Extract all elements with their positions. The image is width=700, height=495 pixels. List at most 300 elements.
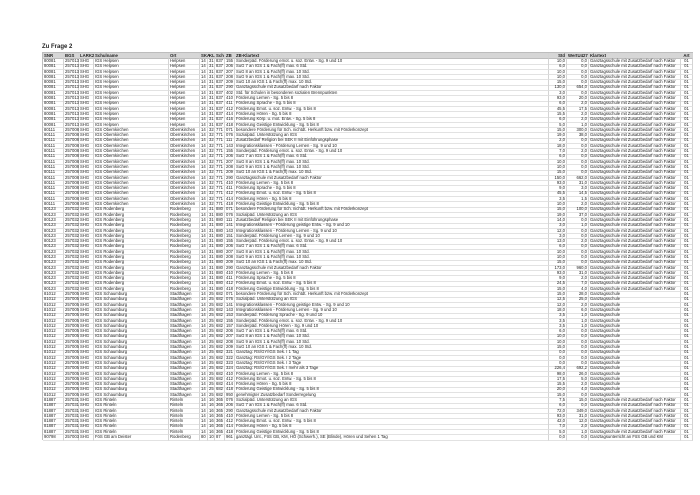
cell-zb-klartext: SuG 10 an IGS 1 & Fach(ff) max. 10 Std. <box>235 345 549 351</box>
cell-snr: 81012 <box>43 345 64 351</box>
cell-zb: 076 <box>226 211 233 217</box>
cell-wert: 0,0 <box>567 393 589 399</box>
cell-lark2: SHG <box>79 350 94 356</box>
cell-zb: 412 <box>226 418 233 424</box>
cell-schulname: IGS Schaumburg <box>94 361 169 367</box>
cell-lark2: SHG <box>79 70 94 76</box>
cell-std: 10,0 <box>549 70 567 76</box>
cell-art: 01 <box>681 297 693 303</box>
cell-std: 15,0 <box>549 260 567 266</box>
cell-ska: 14 <box>200 260 208 266</box>
cell-art: 01 <box>681 154 693 160</box>
cell-ort: Helpsen <box>169 101 200 107</box>
cell-lark2: SHG <box>79 85 94 91</box>
cell-sch: 880 <box>216 206 223 212</box>
cell-klartext: Ganztagsschule mit Zusatzbedarf nach Faktor <box>589 128 681 134</box>
cell-art: 01 <box>681 70 693 76</box>
cell-sch: 365 <box>216 407 223 413</box>
cell-ska: 14 <box>200 202 208 208</box>
cell-kl: 32 <box>209 148 214 154</box>
cell-lark2: SHG <box>79 101 94 107</box>
cell-zb: 141 <box>226 222 233 228</box>
cell-bgs: 257005 <box>65 317 79 323</box>
cell-zb-klartext: Ganztagsschule mit Zusatzbedarf nach Faktor <box>235 176 549 182</box>
cell-ska: 14 <box>200 123 208 129</box>
cell-art: 01 <box>681 350 693 356</box>
cell-schulname: IGS Rodenberg <box>94 281 169 287</box>
cell-kl: 25 <box>209 370 214 376</box>
cell-ort: Obernkirchen <box>169 128 200 134</box>
column-header-kl: KL <box>209 53 215 58</box>
cell-art: 01 <box>681 372 693 378</box>
cell-sch: 837 <box>216 110 223 116</box>
cell-zb: 157 <box>226 322 233 328</box>
cell-ska: 14 <box>200 297 208 303</box>
cell-ska: 14 <box>200 218 208 224</box>
cell-ort: Helpsen <box>169 123 200 129</box>
cell-zb: 414 <box>226 423 233 429</box>
cell-bgs: 257032 <box>65 280 79 286</box>
cell-std: 3,5 <box>549 324 567 330</box>
cell-zb: 412 <box>226 190 233 196</box>
cell-kl: 31 <box>209 232 214 238</box>
cell-snr: 80111 <box>43 186 64 192</box>
cell-art: 01 <box>681 356 693 362</box>
cell-std: 17,5 <box>549 377 567 383</box>
cell-zb-klartext: besondere Förderung für Sch. nichtdt. Herkunft bzw. mit Förderkonzept <box>235 292 549 298</box>
cell-zb-klartext: Sonderpäd. Förderung emot. u. soz. Entw. - Sg. 9 und 10 <box>235 59 549 65</box>
cell-lark2: SHG <box>79 281 94 287</box>
cell-snr: 81887 <box>43 419 64 425</box>
cell-schulname: IGS Helpsen <box>94 101 169 107</box>
cell-zb-klartext: Förderung Hören - Sg. 5 bis 8 <box>235 197 549 203</box>
cell-klartext: Ganztagsschule mit Zusatzbedarf nach Faktor <box>589 85 681 91</box>
cell-schulname: IGS Schaumburg <box>94 387 169 393</box>
cell-snr: 80123 <box>43 207 64 213</box>
cell-ska: 14 <box>200 276 208 282</box>
cell-snr: 80123 <box>43 223 64 229</box>
cell-lark2: SHG <box>79 160 94 166</box>
cell-klartext: Ganztagsschule <box>589 345 681 351</box>
cell-bgs: 257013 <box>65 68 79 74</box>
cell-zb: 206 <box>226 402 233 408</box>
cell-sch: 880 <box>216 243 223 249</box>
cell-snr: 90798 <box>43 435 64 441</box>
cell-wert: 2,0 <box>567 101 589 107</box>
cell-kl: 16 <box>209 402 214 408</box>
cell-ort: Rodenberg <box>169 244 200 250</box>
cell-bgs: 257031 <box>65 428 79 434</box>
cell-std: 10,0 <box>549 59 567 65</box>
cell-ska: 14 <box>200 64 208 70</box>
cell-kl: 31 <box>209 63 214 69</box>
cell-zb: 209 <box>226 79 233 85</box>
cell-schulname: IGS Obernkirchen <box>94 170 169 176</box>
cell-lark2: SHG <box>79 128 94 134</box>
cell-ort: Obernkirchen <box>169 133 200 139</box>
cell-bgs: 257013 <box>65 84 79 90</box>
cell-std: 13,0 <box>549 239 567 245</box>
cell-klartext: Ganztagsschule mit Zusatzbedarf nach Faktor <box>589 59 681 65</box>
cell-schulname: IGS Rinteln <box>94 430 169 436</box>
cell-wert: 662,0 <box>567 176 589 182</box>
cell-lark2: SHG <box>79 80 94 86</box>
cell-wert: 31,0 <box>567 414 589 420</box>
cell-schulname: IGS Rodenberg <box>94 260 169 266</box>
cell-klartext: Ganztagsschule mit Zusatzbedarf nach Faktor <box>589 207 681 213</box>
cell-sch: 682 <box>216 291 223 297</box>
cell-snr: 80111 <box>43 144 64 150</box>
cell-kl: 25 <box>209 365 214 371</box>
cell-sch: 837 <box>216 63 223 69</box>
cell-snr: 81012 <box>43 319 64 325</box>
cell-snr: 81887 <box>43 430 64 436</box>
column-header-snr: SNR <box>43 53 64 59</box>
cell-schulname: IGS Obernkirchen <box>94 181 169 187</box>
cell-zb-klartext: Förderung Körp. u. mot. Entw. - Sg. 5 bis 8 <box>235 117 549 123</box>
cell-wert: 1,0 <box>567 430 589 436</box>
cell-art: 01 <box>681 393 693 399</box>
cell-ska: 14 <box>200 80 208 86</box>
cell-klartext: Ganztagsschule mit Zusatzbedarf nach Faktor <box>589 123 681 129</box>
cell-ort: Stadthagen <box>169 350 200 356</box>
cell-snr: 81887 <box>43 409 64 415</box>
cell-kl: 31 <box>209 243 214 249</box>
cell-bgs: 257013 <box>65 79 79 85</box>
cell-lark2: SHG <box>79 75 94 81</box>
cell-art: 01 <box>681 186 693 192</box>
cell-bgs: 257032 <box>65 248 79 254</box>
cell-ort: Stadthagen <box>169 297 200 303</box>
cell-wert: 960,0 <box>567 266 589 272</box>
cell-art: 01 <box>681 128 693 134</box>
cell-wert: 2,0 <box>567 202 589 208</box>
cell-zb-klartext: SuG 7 an IGS 1 & Fach(ff) max. 6 Std. <box>235 244 549 250</box>
cell-art: 01 <box>681 218 693 224</box>
cell-bgs: 257032 <box>65 238 79 244</box>
cell-lark2: SHG <box>79 202 94 208</box>
cell-kl: 32 <box>209 153 214 159</box>
cell-kl: 25 <box>209 312 214 318</box>
cell-snr: 81887 <box>43 424 64 430</box>
cell-wert: 14,5 <box>567 191 589 197</box>
cell-lark2: SHG <box>79 334 94 340</box>
cell-klartext: Ganztagsschule mit Zusatzbedarf nach Faktor <box>589 276 681 282</box>
cell-ort: Stadthagen <box>169 308 200 314</box>
cell-zb: 155 <box>226 317 233 323</box>
cell-ort: Obernkirchen <box>169 202 200 208</box>
cell-lark2: SHG <box>79 409 94 415</box>
cell-zb-klartext: Integrationsklassen - Förderung geistige Entw. - Sg. 9 und 10 <box>235 303 549 309</box>
cell-lark2: SHG <box>79 117 94 123</box>
cell-std: 19,0 <box>549 213 567 219</box>
cell-kl: 25 <box>209 381 214 387</box>
cell-sch: 880 <box>216 227 223 233</box>
cell-zb: 411 <box>225 276 235 282</box>
cell-bgs: 257005 <box>65 312 79 318</box>
cell-klartext: Ganztagsschule mit Zusatzbedarf nach Faktor <box>589 170 681 176</box>
cell-art: 01 <box>681 85 693 91</box>
cell-sch: 880 <box>216 216 223 222</box>
cell-std: 0,0 <box>549 361 567 367</box>
cell-kl: 31 <box>209 116 214 122</box>
cell-snr: 80123 <box>43 287 64 293</box>
cell-ska: 14 <box>200 409 208 415</box>
cell-sch: 682 <box>216 338 223 344</box>
cell-lark2: SHG <box>79 292 94 298</box>
cell-ort: Rodenberg <box>169 250 200 256</box>
cell-schulname: IGS Rodenberg <box>94 207 169 213</box>
cell-lark2: SHG <box>79 356 94 362</box>
cell-klartext: Ganztagsschule mit Zusatzbedarf nach Faktor <box>589 149 681 155</box>
cell-wert: 0,0 <box>567 234 589 240</box>
cell-zb: 412 <box>226 375 233 381</box>
column-header-wert: WertU427 <box>568 53 588 58</box>
cell-sch: 837 <box>216 121 223 127</box>
cell-kl: 25 <box>209 386 214 392</box>
cell-bgs: 257008 <box>65 148 79 154</box>
cell-zb: 411 <box>225 186 235 192</box>
cell-ska: 14 <box>200 387 208 393</box>
cell-zb: 143 <box>226 227 233 233</box>
cell-kl: 32 <box>209 185 214 191</box>
cell-klartext: Ganztagsschule mit Zusatzbedarf nach Faktor <box>589 154 681 160</box>
cell-snr: 81012 <box>43 366 64 372</box>
cell-ska: 14 <box>200 292 208 298</box>
cell-kl: 31 <box>209 100 214 106</box>
cell-klartext: Ganztagsschule mit Zusatzbedarf nach Faktor <box>589 255 681 261</box>
cell-klartext: Ganztagsschule <box>589 382 681 388</box>
cell-art: 01 <box>681 244 693 250</box>
cell-ort: Stadthagen <box>169 387 200 393</box>
cell-zb: 418 <box>226 285 233 291</box>
cell-bgs: 257031 <box>65 412 79 418</box>
cell-sch: 771 <box>216 169 223 175</box>
cell-zb: 153 <box>226 312 233 318</box>
cell-kl: 25 <box>209 354 214 360</box>
cell-kl: 16 <box>209 418 214 424</box>
cell-std: 6,0 <box>549 117 567 123</box>
cell-bgs: 257032 <box>65 216 79 222</box>
cell-std: 3,5 <box>549 319 567 325</box>
cell-wert: 0,0 <box>567 165 589 171</box>
cell-klartext: Ganztagsschule mit Zusatzbedarf nach Faktor <box>589 160 681 166</box>
cell-kl: 25 <box>209 328 214 334</box>
cell-bgs: 257008 <box>65 185 79 191</box>
cell-ort: Rinteln <box>169 430 200 436</box>
cell-std: 3,5 <box>549 313 567 319</box>
cell-ort: Helpsen <box>169 91 200 97</box>
cell-art: 01 <box>681 117 693 123</box>
cell-wert: 31,0 <box>567 181 589 187</box>
cell-zb: 418 <box>226 201 233 207</box>
cell-art: 01 <box>681 419 693 425</box>
cell-zb-klartext: Ganztagsschule mit Zusatzbedarf nach Faktor <box>235 85 549 91</box>
cell-ort: Rodenberg <box>169 266 200 272</box>
cell-kl: 31 <box>209 211 214 217</box>
cell-kl: 25 <box>209 333 214 339</box>
cell-std: 19,0 <box>549 133 567 139</box>
cell-std: 10,0 <box>549 202 567 208</box>
cell-schulname: IGS Helpsen <box>94 112 169 118</box>
cell-bgs: 257005 <box>65 386 79 392</box>
column-header-bgs: BGS <box>64 53 79 59</box>
cell-art: 01 <box>681 276 693 282</box>
cell-ska: 14 <box>200 430 208 436</box>
cell-snr: 80111 <box>43 202 64 208</box>
cell-ska: 14 <box>200 372 208 378</box>
cell-snr: 80081 <box>43 117 64 123</box>
cell-std: 93,0 <box>549 414 567 420</box>
cell-wert: 17,5 <box>567 107 589 113</box>
cell-sch: 837 <box>216 89 223 95</box>
cell-snr: 81012 <box>43 303 64 309</box>
cell-bgs: 257005 <box>65 328 79 334</box>
cell-klartext: Ganztagsschule mit Zusatzbedarf nach Faktor <box>589 419 681 425</box>
cell-art: 01 <box>681 191 693 197</box>
cell-sch: 880 <box>216 280 223 286</box>
cell-bgs: 257032 <box>65 243 79 249</box>
cell-klartext: Ganztagsschule <box>589 324 681 330</box>
cell-zb: 076 <box>226 296 233 302</box>
cell-art: 01 <box>681 308 693 314</box>
cell-schulname: IGS Schaumburg <box>94 377 169 383</box>
cell-klartext: Ganztagsschule mit Zusatzbedarf nach Faktor <box>589 80 681 86</box>
cell-sch: 880 <box>216 248 223 254</box>
cell-std: 6,0 <box>549 101 567 107</box>
cell-ort: Helpsen <box>169 85 200 91</box>
cell-art: 01 <box>681 387 693 393</box>
cell-std: 10,0 <box>549 160 567 166</box>
cell-std: 6,0 <box>549 244 567 250</box>
cell-schulname: IGS Schaumburg <box>94 324 169 330</box>
cell-bgs: 257005 <box>65 301 79 307</box>
cell-ort: Stadthagen <box>169 361 200 367</box>
cell-zb: 290 <box>226 174 233 180</box>
cell-lark2: SHG <box>79 223 94 229</box>
cell-sch: 365 <box>216 423 223 429</box>
cell-std: 15,0 <box>549 393 567 399</box>
cell-schulname: IGS Helpsen <box>94 64 169 70</box>
cell-std: 10,0 <box>549 75 567 81</box>
cell-wert: 2,0 <box>567 149 589 155</box>
cell-std: 10,0 <box>549 334 567 340</box>
cell-zb-klartext: Sonderpäd. Förderung Sprache - Sg. 9 und 10 <box>235 313 549 319</box>
cell-lark2: SHG <box>79 213 94 219</box>
cell-ska: 14 <box>200 213 208 219</box>
cell-ort: Helpsen <box>169 59 200 65</box>
cell-art: 01 <box>681 366 693 372</box>
cell-std: 150,0 <box>549 176 567 182</box>
cell-zb: 208 <box>226 163 233 169</box>
column-header-zb-klartext: ZB-Klartext <box>235 53 549 59</box>
cell-art: 01 <box>681 281 693 287</box>
cell-zb: 143 <box>226 306 233 312</box>
cell-lark2: SHG <box>79 154 94 160</box>
cell-bgs: 257005 <box>65 354 79 360</box>
cell-std: 9,0 <box>549 186 567 192</box>
cell-ort: Rodenberg <box>169 435 200 441</box>
cell-std: 9,0 <box>549 276 567 282</box>
cell-lark2: SHG <box>79 287 94 293</box>
cell-zb-klartext: SuG 9 an IGS 1 & Fach(ff) max. 10 Std. <box>235 255 549 261</box>
cell-ort: Rodenberg <box>169 218 200 224</box>
cell-bgs: 257005 <box>65 365 79 371</box>
cell-sch: 682 <box>216 306 223 312</box>
cell-klartext: Ganztagsschule mit Zusatzbedarf nach Faktor <box>589 271 681 277</box>
cell-zb-klartext: Ganztag: RS/GY/IGS Sek. I mehr als 3 Tage <box>235 366 549 372</box>
cell-zb-klartext: Sozialpäd. Unterstützung an IGS <box>235 213 549 219</box>
cell-klartext: Ganztagsschule mit Zusatzbedarf nach Faktor <box>589 91 681 97</box>
cell-schulname: IGS Rodenberg <box>94 213 169 219</box>
cell-ska: 14 <box>200 181 208 187</box>
cell-klartext: Ganztagsschule mit Zusatzbedarf nach Faktor <box>589 176 681 182</box>
cell-wert: 6,0 <box>567 308 589 314</box>
cell-ort: Rodenberg <box>169 213 200 219</box>
cell-zb: 418 <box>226 121 233 127</box>
cell-wert: 0,0 <box>567 340 589 346</box>
cell-art: 01 <box>681 80 693 86</box>
cell-lark2: SHG <box>79 107 94 113</box>
cell-std: 10,0 <box>549 165 567 171</box>
cell-snr: 81887 <box>43 414 64 420</box>
cell-lark2: SHG <box>79 393 94 399</box>
cell-art: 01 <box>681 382 693 388</box>
cell-art: 01 <box>681 403 693 409</box>
cell-lark2: SHG <box>79 91 94 97</box>
cell-bgs: 257031 <box>65 407 79 413</box>
cell-bgs: 257032 <box>65 269 79 275</box>
cell-sch: 682 <box>216 333 223 339</box>
cell-sch: 682 <box>216 370 223 376</box>
cell-klartext: Ganztagsschule mit Zusatzbedarf nach Faktor <box>589 96 681 102</box>
cell-wert: 28,0 <box>567 292 589 298</box>
cell-sch: 365 <box>216 418 223 424</box>
cell-zb: 412 <box>226 280 233 286</box>
cell-snr: 80123 <box>43 266 64 272</box>
cell-art: 01 <box>681 361 693 367</box>
cell-ska: 14 <box>200 319 208 325</box>
cell-schulname: IGS Schaumburg <box>94 366 169 372</box>
cell-kl: 31 <box>209 110 214 116</box>
cell-ska: 14 <box>200 255 208 261</box>
cell-zb-klartext: Förderung Lernen - Sg. 5 bis 8 <box>235 181 549 187</box>
cell-std: 2,0 <box>549 138 567 144</box>
cell-klartext: Ganztagsschule mit Zusatzbedarf nach Faktor <box>589 202 681 208</box>
cell-kl: 31 <box>209 238 214 244</box>
cell-art: 01 <box>681 287 693 293</box>
cell-kl: 31 <box>209 227 214 233</box>
cell-ort: Obernkirchen <box>169 165 200 171</box>
cell-wert: 2,0 <box>567 112 589 118</box>
cell-lark2: SHG <box>79 303 94 309</box>
cell-zb: 208 <box>226 73 233 79</box>
cell-zb: 961 <box>226 434 233 440</box>
cell-schulname: IGS Schaumburg <box>94 292 169 298</box>
cell-wert: 0,0 <box>567 75 589 81</box>
cell-art: 01 <box>681 59 693 65</box>
cell-schulname: FöS GB am Deister <box>94 435 169 441</box>
cell-sch: 771 <box>216 148 223 154</box>
cell-zb: 414 <box>226 381 233 387</box>
cell-wert: 0,0 <box>567 356 589 362</box>
cell-ska: 14 <box>200 112 208 118</box>
cell-klartext: Ganztagsschule mit Zusatzbedarf nach Faktor <box>589 107 681 113</box>
cell-lark2: SHG <box>79 229 94 235</box>
cell-ska: 14 <box>200 117 208 123</box>
cell-schulname: IGS Schaumburg <box>94 382 169 388</box>
cell-snr: 80081 <box>43 112 64 118</box>
